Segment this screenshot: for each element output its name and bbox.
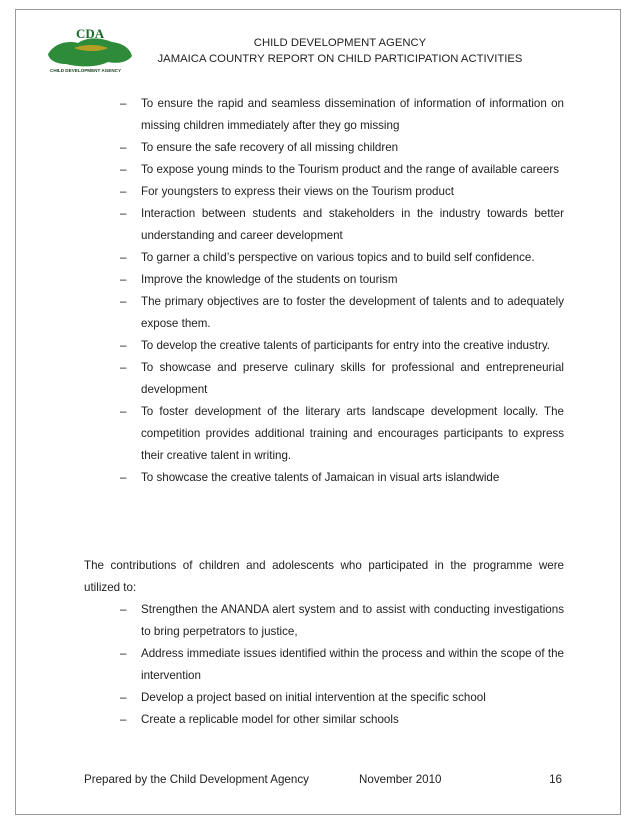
list-item: – To showcase the creative talents of Jamaican in visual arts islandwide <box>120 467 564 489</box>
list-item: – Develop a project based on initial intervention at the specific school <box>120 687 564 709</box>
header-agency-name: CHILD DEVELOPMENT AGENCY <box>253 37 427 49</box>
list-item: – Create a replicable model for other similar schools <box>120 709 564 731</box>
list-item: – Address immediate issues identified within the process and within the scope of the intervention <box>120 643 564 687</box>
list-item: – To develop the creative talents of participants for entry into the creative industry. <box>120 335 564 357</box>
list-item: – The primary objectives are to foster the development of talents and to adequately expose them. <box>120 291 564 335</box>
list-item: – To garner a child’s perspective on various topics and to build self confidence. <box>120 247 564 269</box>
list-item: – For youngsters to express their views on the Tourism product <box>120 181 564 203</box>
logo-text: CDA <box>76 26 105 41</box>
contributions-list <box>120 599 564 731</box>
list-item: – To showcase and preserve culinary skills for professional and entrepreneurial development <box>120 357 564 401</box>
header-report-title: JAMAICA COUNTRY REPORT ON CHILD PARTICIPATION ACTIVITIES <box>157 53 523 65</box>
list-item: – To expose young minds to the Tourism product and the range of available careers <box>120 159 564 181</box>
footer-prepared-by: Prepared by the Child Development Agency <box>84 773 309 786</box>
logo-subtitle: CHILD DEVELOPMENT AGENCY <box>50 68 122 73</box>
list-item: – Improve the knowledge of the students on tourism <box>120 269 564 291</box>
list-item: – Interaction between students and stakeholders in the industry towards better understanding and career development <box>120 203 564 247</box>
contributions-paragraph: The contributions of children and adolescents who participated in the programme were utilized to: <box>84 559 564 594</box>
list-item: – To ensure the safe recovery of all missing children <box>120 137 564 159</box>
list-item: – Strengthen the ANANDA alert system and to assist with conducting investigations to bring perpetrators to justice, <box>120 599 564 643</box>
footer-date: November 2010 <box>359 773 442 786</box>
list-item: – To ensure the rapid and seamless dissemination of information of information on missing children immediately after they go missing <box>120 93 564 137</box>
objectives-list <box>120 93 564 489</box>
list-item: – To foster development of the literary arts landscape development locally. The competition provides additional training and encourages participants to express their creative talent in writing. <box>120 401 564 467</box>
footer-page-number: 16 <box>549 773 562 786</box>
